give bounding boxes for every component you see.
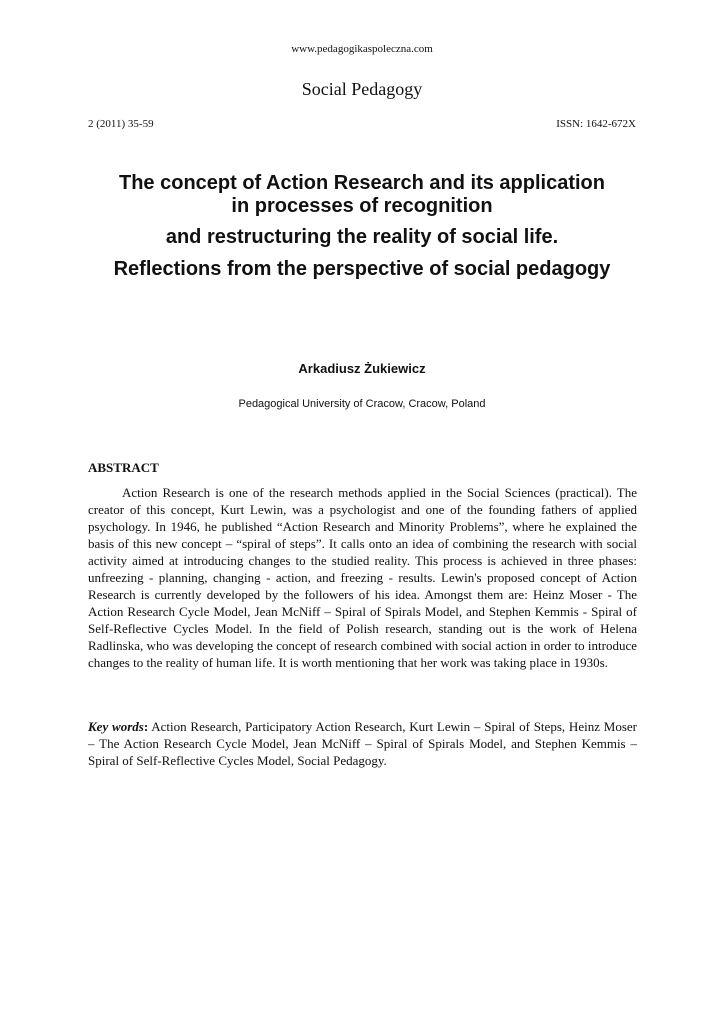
keywords xyxy=(88,718,637,769)
keywords-label: Key words xyxy=(88,719,144,734)
title-line: The concept of Action Research and its application xyxy=(118,172,605,194)
title-line: and restructuring the reality of social life. xyxy=(165,226,559,248)
abstract-heading: ABSTRACT xyxy=(88,460,159,475)
issn-number: ISSN: 1642-672X xyxy=(556,118,636,130)
title-line: Reflections from the perspective of social pedagogy xyxy=(113,258,611,280)
journal-url: www.pedagogikaspoleczna.com xyxy=(291,43,433,55)
issue-info: 2 (2011) 35-59 xyxy=(88,118,154,130)
title-line: in processes of recognition xyxy=(231,195,493,217)
keywords-separator: : xyxy=(143,719,149,734)
keywords-text: Action Research, Participatory Action Research, Kurt Lewin – Spiral of Steps, Heinz Moser – The Action Research Cycle Model, Jean McNiff – Spiral of Spirals Model, and Stephen Kemmis – Spiral of Self-Reflective Cycles Model, Social Pedagogy. xyxy=(88,719,637,768)
article-title xyxy=(60,172,664,281)
author-name: Arkadiusz Żukiewicz xyxy=(298,361,426,376)
journal-name: Social Pedagogy xyxy=(301,79,423,99)
author-affiliation: Pedagogical University of Cracow, Cracow, Poland xyxy=(238,398,486,410)
abstract-text: Action Research is one of the research methods applied in the Social Sciences (practical). The creator of this concept, Kurt Lewin, was a psychologist and one of the founding fathers of applied psychology. In 1946, he published “Action Research and Minority Problems”, where he explained the basis of this new concept – “spiral of steps”. It calls onto an idea of combining the research with social activity aimed at introducing changes to the studied reality. This process is achieved in three phases: unfreezing - planning, changing - action, and freezing - results. Lewin's proposed concept of Action Research is currently developed by the followers of his idea. Amongst them are: Heinz Moser - The Action Research Cycle Model, Jean McNiff – Spiral of Spirals Model, and Stephen Kemmis - Spiral of Self-Reflective Cycles Model. In the field of Polish research, standing out is the work of Helena Radlinska, who was developing the concept of research combined with social action in order to introduce changes to the reality of human life. It is worth mentioning that her work was taking place in 1930s. xyxy=(88,485,637,670)
